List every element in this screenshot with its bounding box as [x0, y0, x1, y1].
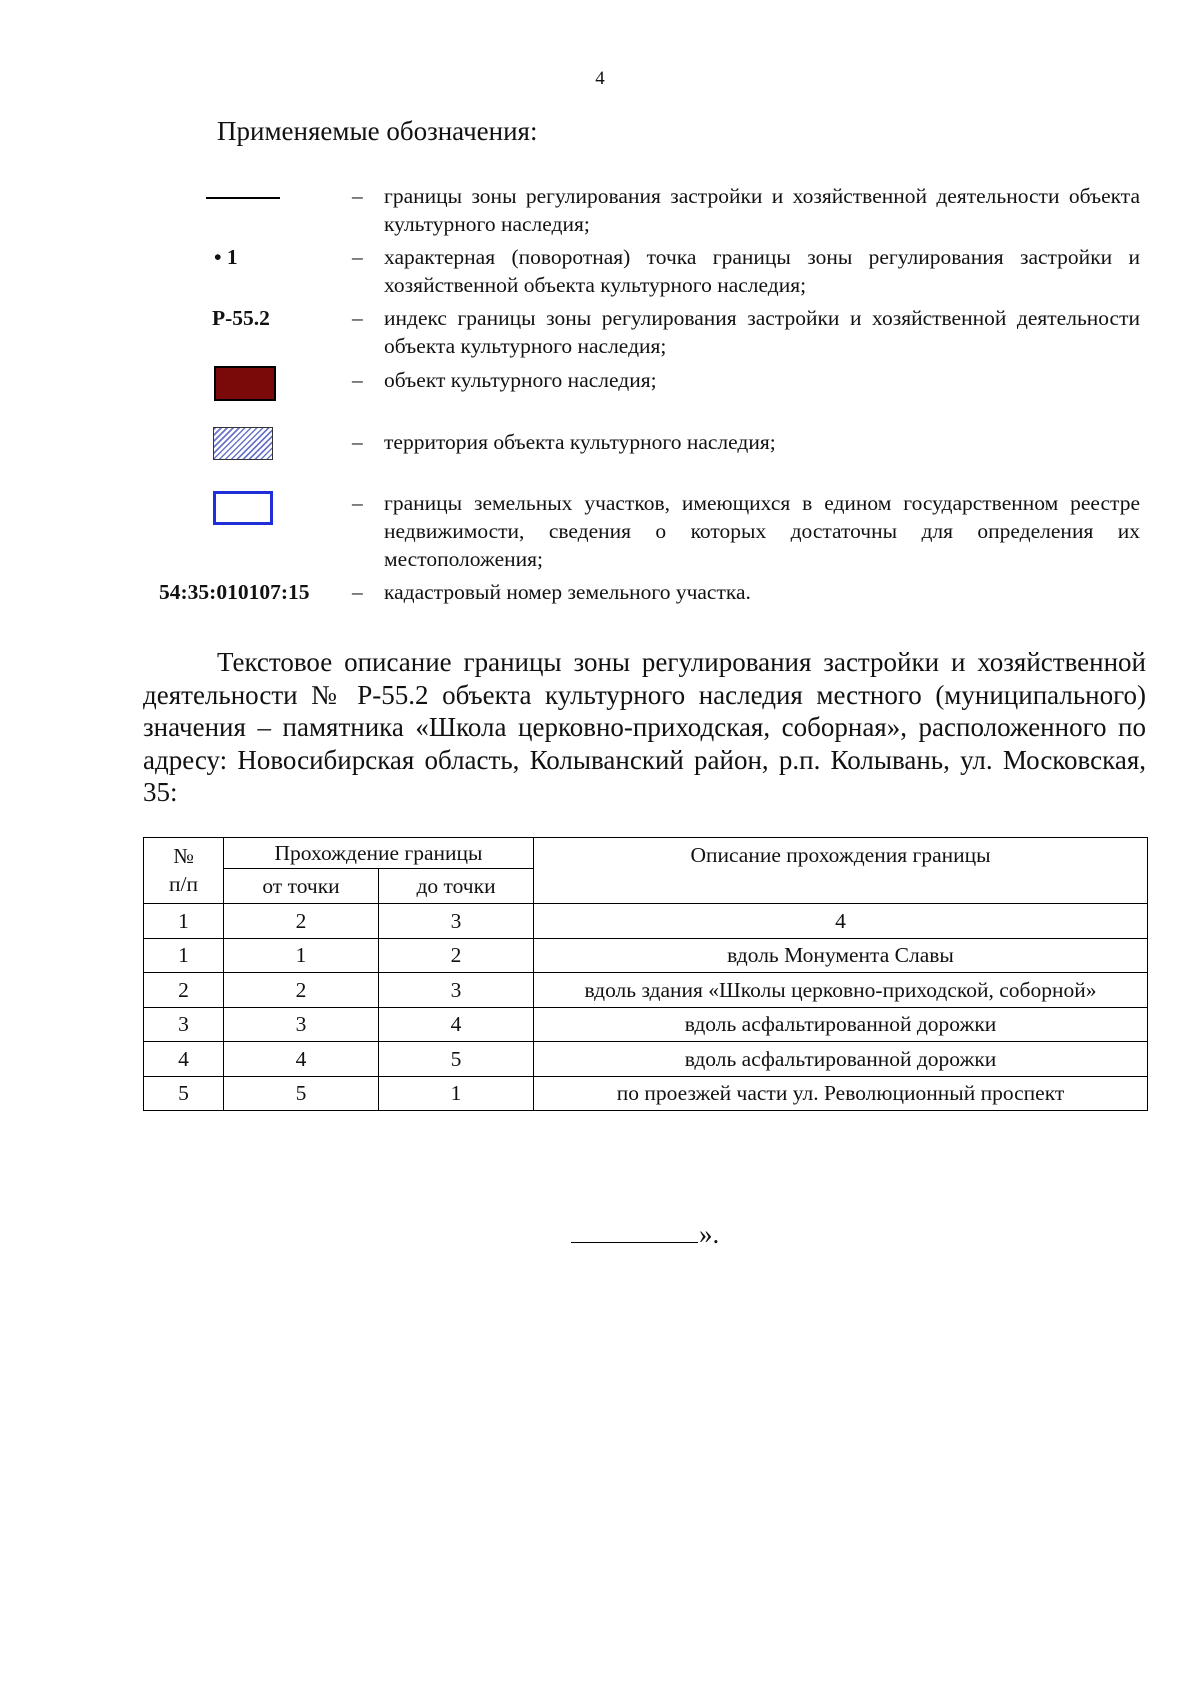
legend-dash: – [352, 491, 363, 515]
cell-desc: вдоль асфальтированной дорожки [534, 1007, 1148, 1042]
table-row [144, 1076, 1148, 1111]
cell-to: 1 [379, 1076, 534, 1111]
cell-num: 2 [144, 973, 224, 1008]
legend-heading: Применяемые обозначения: [217, 116, 538, 146]
cell-to: 3 [379, 904, 534, 939]
cell-to: 5 [379, 1042, 534, 1077]
cell-desc: вдоль Монумента Славы [534, 938, 1148, 973]
legend-dash: – [352, 306, 363, 330]
cell-desc: вдоль асфальтированной дорожки [534, 1042, 1148, 1077]
boundary-line-symbol [206, 197, 280, 199]
closing-mark [571, 1218, 719, 1250]
page-number: 4 [595, 68, 605, 89]
legend-text: характерная (поворотная) точка границы зоны регулирования застройки и хозяйственной объекта культурного наследия; [384, 245, 1140, 297]
heritage-object-swatch [214, 366, 276, 401]
cell-to: 3 [379, 973, 534, 1008]
land-plot-swatch [213, 491, 273, 525]
cell-desc: 4 [534, 904, 1148, 939]
cell-num: 4 [144, 1042, 224, 1077]
header-description: Описание прохождения границы [534, 838, 1148, 904]
header-from: от точки [224, 869, 379, 904]
cell-num: 5 [144, 1076, 224, 1111]
cell-from: 3 [224, 1007, 379, 1042]
heritage-territory-swatch [213, 427, 273, 460]
closing-underline [571, 1220, 698, 1243]
boundary-table [143, 837, 1148, 1111]
cell-from: 4 [224, 1042, 379, 1077]
cell-from: 1 [224, 938, 379, 973]
boundary-description: Текстовое описание границы зоны регулирования застройки и хозяйственной деятельности № Р-55.2 объекта культурного наследия местного (муниципального) значения – памятника «Школа церковно-приходская, соборная», расположенного по адресу: Новосибирская область, Колыванский район, р.п. Колывань, ул. Московская, 35: [143, 647, 1146, 807]
cell-num: 1 [144, 938, 224, 973]
cell-desc: по проезжей части ул. Революционный проспект [534, 1076, 1148, 1111]
header-num: № п/п [144, 838, 224, 904]
cell-to: 4 [379, 1007, 534, 1042]
legend-dash: – [352, 184, 363, 208]
legend-text: кадастровый номер земельного участка. [384, 580, 751, 604]
legend-text: территория объекта культурного наследия; [384, 430, 776, 454]
cell-num: 1 [144, 904, 224, 939]
legend-dash: – [352, 430, 363, 454]
table-row [144, 938, 1148, 973]
index-symbol: Р-55.2 [212, 306, 270, 330]
legend-text: объект культурного наследия; [384, 368, 657, 392]
legend-dash: – [352, 245, 363, 269]
cell-desc: вдоль здания «Школы церковно-приходской, соборной» [534, 973, 1148, 1008]
table-row [144, 1042, 1148, 1077]
legend-text: индекс границы зоны регулирования застройки и хозяйственной деятельности объекта культурного наследия; [384, 306, 1140, 358]
legend-dash: – [352, 368, 363, 392]
cell-from: 2 [224, 973, 379, 1008]
cell-to: 2 [379, 938, 534, 973]
legend-text: границы зоны регулирования застройки и хозяйственной деятельности объекта культурного наследия; [384, 184, 1140, 236]
header-to: до точки [379, 869, 534, 904]
table-row [144, 904, 1148, 939]
cell-from: 2 [224, 904, 379, 939]
legend-text: границы земельных участков, имеющихся в едином государственном реестре недвижимости, сведения о которых достаточны для определения их местоположения; [384, 491, 1140, 571]
cell-from: 5 [224, 1076, 379, 1111]
table-row [144, 1007, 1148, 1042]
header-passage: Прохождение границы [224, 838, 534, 869]
closing-quote: ». [699, 1219, 720, 1249]
table-row [144, 973, 1148, 1008]
cell-num: 3 [144, 1007, 224, 1042]
cadastral-number-symbol: 54:35:010107:15 [159, 580, 310, 604]
point-symbol: • 1 [214, 245, 238, 269]
legend-dash: – [352, 580, 363, 604]
